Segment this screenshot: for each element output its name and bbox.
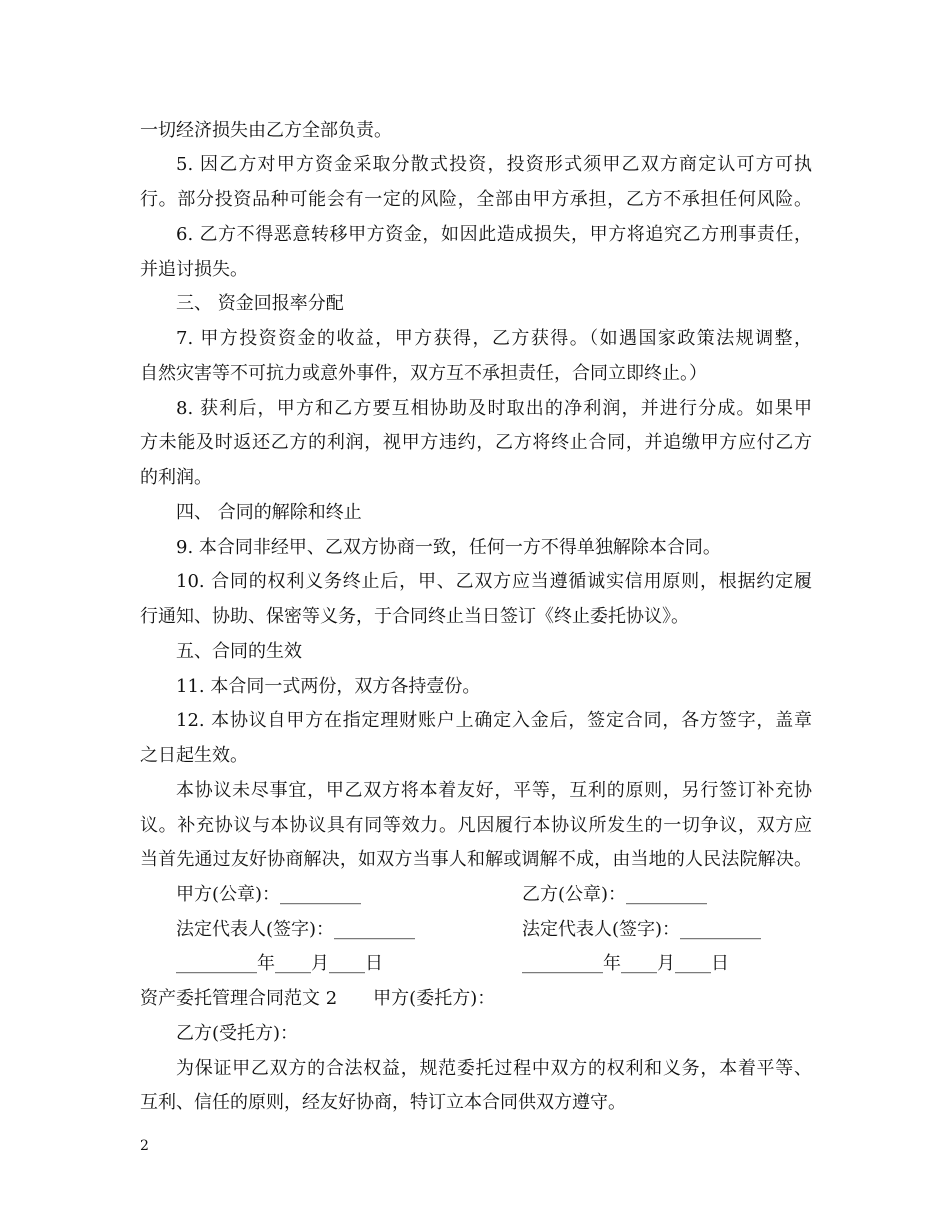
text-line: 8. 获利后，甲方和乙方要互相协助及时取出的净利润，并进行分成。如果甲 bbox=[176, 398, 812, 419]
text-line: 行通知、协助、保密等义务，于合同终止当日签订《终止委托协议》。 bbox=[140, 606, 689, 627]
text-line: 7. 甲方投资资金的收益，甲方获得，乙方获得。（如遇国家政策法规调整， bbox=[176, 328, 812, 349]
text-line: 并追讨损失。 bbox=[140, 259, 248, 280]
text-line: 为保证甲乙双方的合法权益，规范委托过程中双方的权利和义务，本着平等、 bbox=[176, 1058, 812, 1079]
text-line: 方未能及时返还乙方的利润，视甲方违约，乙方将终止合同，并追缴甲方应付乙方 bbox=[140, 432, 812, 453]
second-contract-party-b: 乙方(受托方)： bbox=[176, 1023, 299, 1044]
text-line: 11. 本合同一式两份，双方各持壹份。 bbox=[176, 676, 481, 697]
text-line: 之日起生效。 bbox=[140, 745, 248, 766]
party-b-seal-field: 乙方(公章)：_________ bbox=[522, 884, 708, 905]
section-heading: 四、 合同的解除和终止 bbox=[176, 502, 362, 523]
party-b-date-field: _________年____月____日 bbox=[522, 953, 729, 974]
text-line: 本协议未尽事宜，甲乙双方将本着友好，平等，互利的原则，另行签订补充协 bbox=[176, 780, 812, 801]
second-contract-heading: 资产委托管理合同范文 2 甲方(委托方)： bbox=[140, 988, 496, 1009]
section-heading: 五、合同的生效 bbox=[176, 641, 302, 662]
party-a-date-field: _________年____月____日 bbox=[176, 953, 383, 974]
text-line: 6. 乙方不得恶意转移甲方资金，如因此造成损失，甲方将追究乙方刑事责任， bbox=[176, 224, 812, 245]
text-line: 议。补充协议与本协议具有同等效力。凡因履行本协议所发生的一切争议，双方应 bbox=[140, 815, 812, 836]
text-line: 的利润。 bbox=[140, 467, 212, 488]
party-b-representative-field: 法定代表人(签字)：_________ bbox=[522, 919, 762, 940]
text-line: 当首先通过友好协商解决，如双方当事人和解或调解不成，由当地的人民法院解决。 bbox=[140, 849, 812, 870]
text-line: 12. 本协议自甲方在指定理财账户上确定入金后，签定合同，各方签字，盖章 bbox=[176, 710, 812, 731]
section-heading: 三、 资金回报率分配 bbox=[176, 293, 344, 314]
text-line: 5. 因乙方对甲方资金采取分散式投资，投资形式须甲乙双方商定认可方可执 bbox=[176, 154, 812, 175]
text-line: 10. 合同的权利义务终止后，甲、乙双方应当遵循诚实信用原则，根据约定履 bbox=[176, 571, 812, 592]
text-line: 自然灾害等不可抗力或意外事件，双方互不承担责任，合同立即终止。） bbox=[140, 363, 707, 384]
page-number: 2 bbox=[140, 1138, 149, 1154]
text-line: 互利、信任的原则，经友好协商，特订立本合同供双方遵守。 bbox=[140, 1092, 626, 1113]
party-a-seal-field: 甲方(公章)：_________ bbox=[176, 884, 362, 905]
text-line: 一切经济损失由乙方全部负责。 bbox=[140, 120, 392, 141]
party-a-representative-field: 法定代表人(签字)：_________ bbox=[176, 919, 416, 940]
text-line: 9. 本合同非经甲、乙双方协商一致，任何一方不得单独解除本合同。 bbox=[176, 537, 721, 558]
text-line: 行。部分投资品种可能会有一定的风险，全部由甲方承担，乙方不承担任何风险。 bbox=[140, 189, 812, 210]
